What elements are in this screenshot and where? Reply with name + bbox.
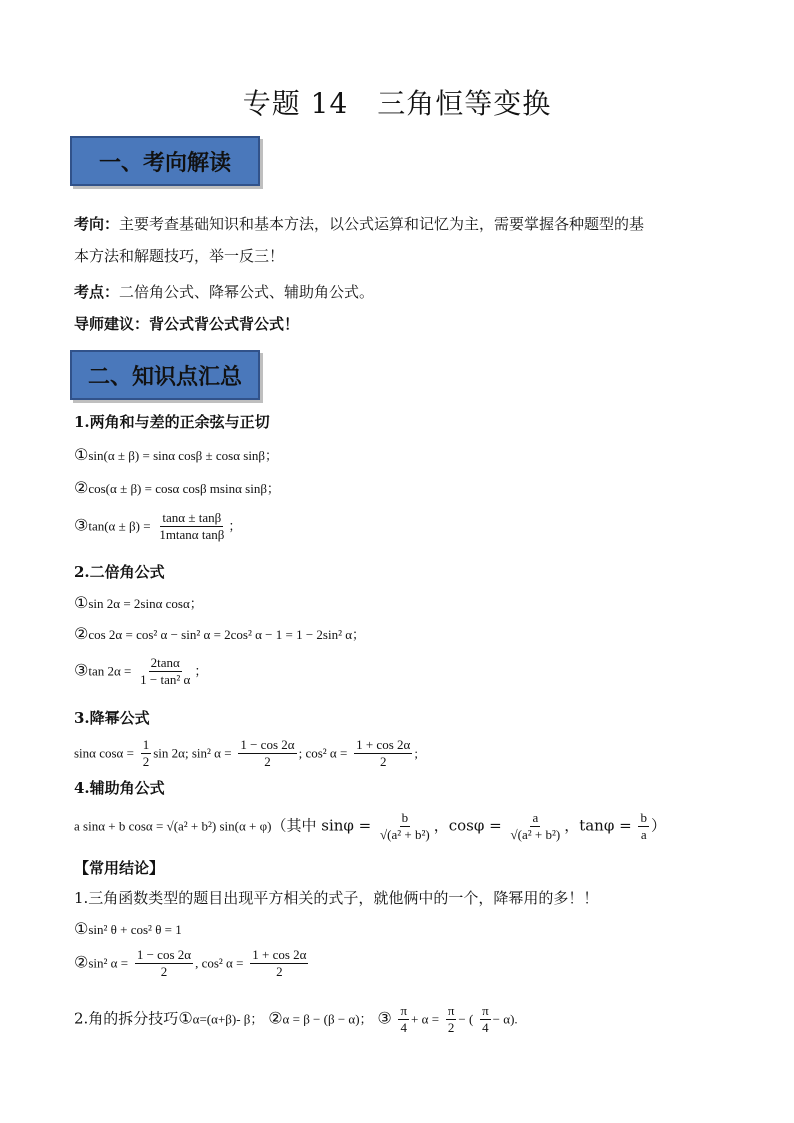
kaoxiang-line1 [74, 212, 734, 236]
fraction-numerator: π [447, 1003, 455, 1018]
fraction-denominator: 2 [379, 754, 387, 769]
split-3-c: − α). [492, 1011, 518, 1027]
heading-sum-difference: 1.两角和与差的正余弦与正切 [74, 413, 270, 431]
formula-sin-sum-text: sin(α ± β) = sinα cosβ ± cosα sinβ； [88, 448, 279, 463]
conclusion-1-text: 1.三角函数类型的题目出现平方相关的式子，就他俩中的一个，降幂用的多！！ [74, 889, 599, 907]
fraction-cos-phi [509, 810, 563, 843]
conclusion-1a [74, 917, 734, 942]
fraction-sin-squared [238, 737, 296, 770]
heading-power-reduction: 3.降幂公式 [74, 709, 150, 727]
fraction-denominator: √(a² + b²) [510, 827, 561, 842]
fraction-numerator: π [400, 1003, 408, 1018]
conclusion-1a-formula: sin² θ + cos² θ = 1 [88, 922, 182, 937]
fraction-numerator: 1 − cos 2α [136, 947, 192, 962]
circled-1-mark: ① [74, 593, 89, 612]
pr-mid2: ; cos² α = [298, 745, 348, 761]
formula-tan-sum-tail: ； [228, 518, 242, 534]
kaoxiang-label: 考向： [74, 215, 120, 233]
fraction-denominator: 2 [264, 754, 271, 769]
fraction-pi-over-4 [480, 1003, 491, 1036]
split-2: α = β − (β − α)； [282, 1011, 373, 1027]
fraction-tan-phi [638, 810, 649, 843]
aux-tan: ，tanφ = [564, 816, 632, 835]
page-title: 专题 14 三角恒等变换 [242, 87, 552, 120]
split-1: α=(α+β)- β； [192, 1011, 264, 1027]
fraction-numerator: 1 [142, 737, 150, 752]
formula-tan-sum-lhs: tan(α ± β) = [88, 518, 151, 534]
fraction-numerator: b [640, 810, 647, 825]
fraction-denominator: 2 [160, 964, 168, 979]
formula-cos-double-text: cos 2α = cos² α − sin² α = 2cos² α − 1 = 1 − 2sin² α； [88, 627, 366, 642]
kaodian-label: 考点： [74, 283, 120, 301]
circled-1-mark: ① [178, 1008, 193, 1028]
fraction-denominator: 1mtanα tanβ [159, 527, 225, 542]
formula-sin-sum [74, 443, 734, 468]
fraction-numerator: a [532, 810, 539, 825]
formula-sin-double [74, 591, 734, 616]
formula-tan-sum [74, 510, 734, 543]
section-heading-1: 一、考向解读 [70, 136, 260, 186]
kaoxiang-line2: 本方法和解题技巧，举一反三！ [74, 247, 285, 265]
formula-cos-double [74, 622, 734, 647]
fraction-numerator: 2tanα [150, 655, 180, 670]
aux-mid: ，cosφ = [433, 816, 502, 835]
circled-2-mark: ② [268, 1008, 283, 1028]
advice-line: 导师建议：背公式背公式背公式！ [74, 315, 300, 333]
circled-2-mark: ② [74, 952, 89, 972]
formula-cos-sum [74, 476, 734, 501]
c1b-lhs: sin² α = [88, 955, 129, 971]
fraction-denominator: 2 [142, 754, 150, 769]
formula-tan-double-lhs: tan 2α = [88, 663, 132, 679]
fraction-denominator: a [640, 827, 647, 842]
circled-3-mark: ③ [377, 1008, 392, 1028]
formula-cos-sum-text: cos(α ± β) = cosα cosβ msinα sinβ； [88, 481, 280, 496]
pr-tail: ; [414, 745, 418, 761]
conclusion-1b [74, 947, 734, 980]
circled-1-mark: ① [74, 445, 89, 464]
fraction-sin-phi [378, 810, 432, 843]
aux-close: ） [650, 816, 666, 835]
fraction-pi-over-4 [398, 1003, 409, 1036]
kaoxiang-text1: 主要考查基础知识和基本方法，以公式运算和记忆为主，需要掌握各种题型的基 [119, 215, 645, 233]
fraction-cos-squared [354, 737, 412, 770]
c1b-mid: , cos² α = [195, 955, 244, 971]
formula-tan-double [74, 655, 734, 688]
aux-open: （其中 sinφ = [271, 816, 372, 835]
fraction-denominator: 4 [400, 1020, 407, 1035]
fraction-denominator: 2 [276, 964, 283, 979]
fraction-numerator: 1 + cos 2α [356, 737, 411, 752]
formula-sin-double-text: sin 2α = 2sinα cosα； [88, 596, 203, 611]
section-heading-2: 二、知识点汇总 [70, 350, 260, 400]
fraction-numerator: 1 + cos 2α [252, 947, 307, 962]
fraction-denominator: 2 [447, 1020, 455, 1035]
fraction-denominator: 1 − tan² α [140, 672, 191, 687]
fraction-tan-sum [157, 510, 226, 543]
aux-lhs: a sinα + b cosα = √(a² + b²) sin(α + φ) [74, 818, 272, 834]
circled-1-mark: ① [74, 919, 89, 938]
fraction-denominator: √(a² + b²) [380, 827, 430, 842]
pr-mid1: sin 2α; sin² α = [153, 745, 232, 761]
split-3-b: − ( [458, 1011, 474, 1027]
heading-auxiliary-angle: 4.辅助角公式 [74, 779, 165, 797]
circled-3-mark: ③ [74, 660, 89, 680]
formula-tan-double-tail: ； [194, 663, 208, 679]
conclusion-2-lead: 2.角的拆分技巧 [74, 1009, 179, 1028]
heading-common-conclusions: 【常用结论】 [74, 859, 165, 877]
fraction-pi-over-2 [446, 1003, 457, 1036]
circled-2-mark: ② [74, 478, 89, 497]
heading-double-angle: 2.二倍角公式 [74, 563, 165, 581]
formula-power-reduction [74, 737, 734, 770]
split-3-a: + α = [411, 1011, 440, 1027]
circled-2-mark: ② [74, 624, 89, 643]
formula-auxiliary-angle [74, 810, 734, 843]
conclusion-2 [74, 1003, 734, 1036]
fraction-denominator: 4 [482, 1020, 489, 1035]
fraction-numerator: b [401, 810, 409, 825]
kaodian-line [74, 280, 734, 304]
kaodian-text: 二倍角公式、降幂公式、辅助角公式。 [119, 283, 375, 301]
circled-3-mark: ③ [74, 515, 89, 535]
fraction-sin-squared [135, 947, 193, 980]
fraction-numerator: 1 − cos 2α [240, 737, 295, 752]
fraction-tan-double [138, 655, 192, 688]
pr-lhs: sinα cosα = [74, 745, 134, 761]
fraction-half [141, 737, 152, 770]
fraction-numerator: π [482, 1003, 489, 1018]
fraction-cos-squared [250, 947, 308, 980]
fraction-numerator: tanα ± tanβ [162, 510, 222, 525]
